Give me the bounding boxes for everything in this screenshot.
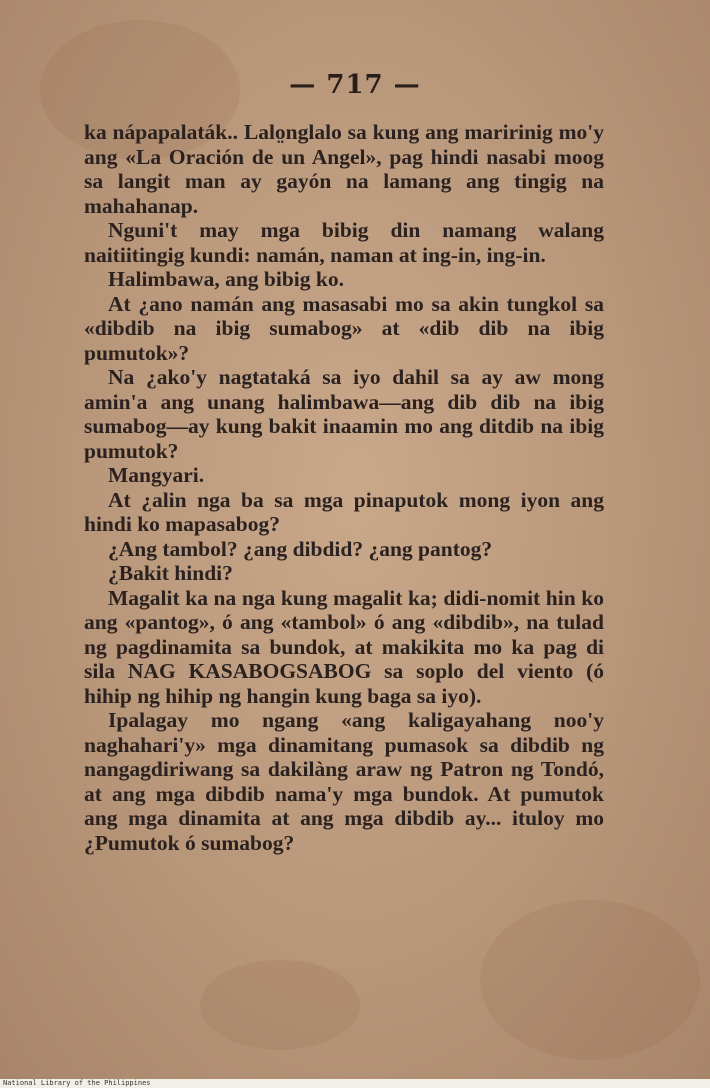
paragraph: ¿Bakit hindi? [108,561,233,585]
paragraph: Nguni't may mga bibig din namang walang naitiitingig kundi: namán, naman at ing-in, ing-in. [84,218,604,267]
page-body [84,120,604,855]
library-credit: National Library of the Philippines [0,1079,710,1088]
paper-stain [480,900,700,1060]
paragraph: Magalit ka na nga kung magalit ka; didi-nomit hin ko ang «pantog», ó ang «tambol» ó ang «dibdib», na tulad ng pagdinamita sa bundok, at makikita mo ka pag di sila NAG KASABOGSABOG sa soplo del viento (ó hihip ng hihip ng hangin kung baga sa iyo). [84,585,604,708]
paragraph: Na ¿ako'y nagtataká sa iyo dahil sa ay aw mong amin'a ang unang halimbawa—ang dib dib na ibig sumabog—ay kung bakit inaamin mo ang ditdib na ibig pumutok? [84,365,604,463]
paragraph: At ¿ano namán ang masasabi mo sa akin tungkol sa «dibdib na ibig sumabog» at «dib dib na ibig pumutok»? [84,291,604,365]
paper-stain [200,960,360,1050]
paragraph: Halimbawa, ang bibig ko. [108,267,344,291]
paragraph: Mangyari. [108,463,205,487]
paragraph: ¿Ang tambol? ¿ang dibdid? ¿ang pantog? [108,536,493,561]
page-number: — 717 — [289,70,421,100]
paragraph: At ¿alin nga ba sa mga pinaputok mong iyon ang hindi ko mapasabog? [84,487,604,536]
paragraph: Ipalagay mo ngang «ang kaligayahang noo'y naghahari'y» mga dinamitang pumasok sa dibdib ng nangagdiriwang sa dakilàng araw ng Patron ng Tondó, at ang mga dibdib nama'y mga bundok. At pumutok ang mga dinamita at ang mga dibdib ay... ituloy mo ¿Pumutok ó sumabog? [84,708,604,855]
paragraph: ka nápapalaták.. Lalo̤nglalo sa kung ang maririnig mo'y ang «La Oración de un Angel», pag hindi nasabi moog sa langit man ay gayón na lamang ang tingig na mahahanap. [84,120,604,218]
